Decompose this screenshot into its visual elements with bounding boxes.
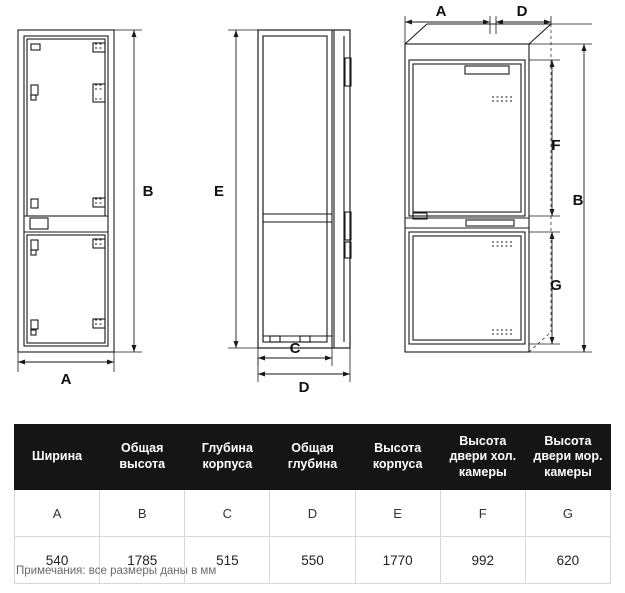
value-cell: 1785 [100, 537, 185, 584]
label-a-left: A [60, 371, 72, 388]
value-cell: 550 [270, 537, 355, 584]
label-e-middle: E [213, 183, 225, 200]
letter-cell: C [185, 490, 270, 537]
note-text: Примечания: все размеры даны в мм [16, 565, 217, 577]
label-g-right: G [550, 277, 562, 294]
label-a-right: A [435, 3, 447, 20]
label-c-middle: C [289, 340, 301, 357]
header-cell: Глубина корпуса [185, 425, 270, 490]
header-cell: Высота корпуса [355, 425, 440, 490]
dimensions-table-wrap [14, 424, 611, 584]
value-cell: 515 [185, 537, 270, 584]
header-cell: Общая высота [100, 425, 185, 490]
table-row-letters [15, 490, 611, 537]
header-cell: Общая глубина [270, 425, 355, 490]
header-cell: Высота двери мор. камеры [525, 425, 610, 490]
dimensions-table [14, 424, 611, 584]
label-b-left: B [142, 183, 154, 200]
header-cell: Ширина [15, 425, 100, 490]
letter-cell: E [355, 490, 440, 537]
label-b-right: B [572, 192, 584, 209]
value-cell: 992 [440, 537, 525, 584]
letter-cell: D [270, 490, 355, 537]
value-cell: 540 [15, 537, 100, 584]
letter-cell: A [15, 490, 100, 537]
value-cell: 620 [525, 537, 610, 584]
header-cell: Высота двери хол. камеры [440, 425, 525, 490]
table-header-row [15, 425, 611, 490]
label-f-right: F [551, 137, 561, 154]
letter-cell: F [440, 490, 525, 537]
label-d-right: D [516, 3, 528, 20]
value-cell: 1770 [355, 537, 440, 584]
letter-cell: G [525, 490, 610, 537]
label-d-middle: D [298, 379, 310, 396]
letter-cell: B [100, 490, 185, 537]
